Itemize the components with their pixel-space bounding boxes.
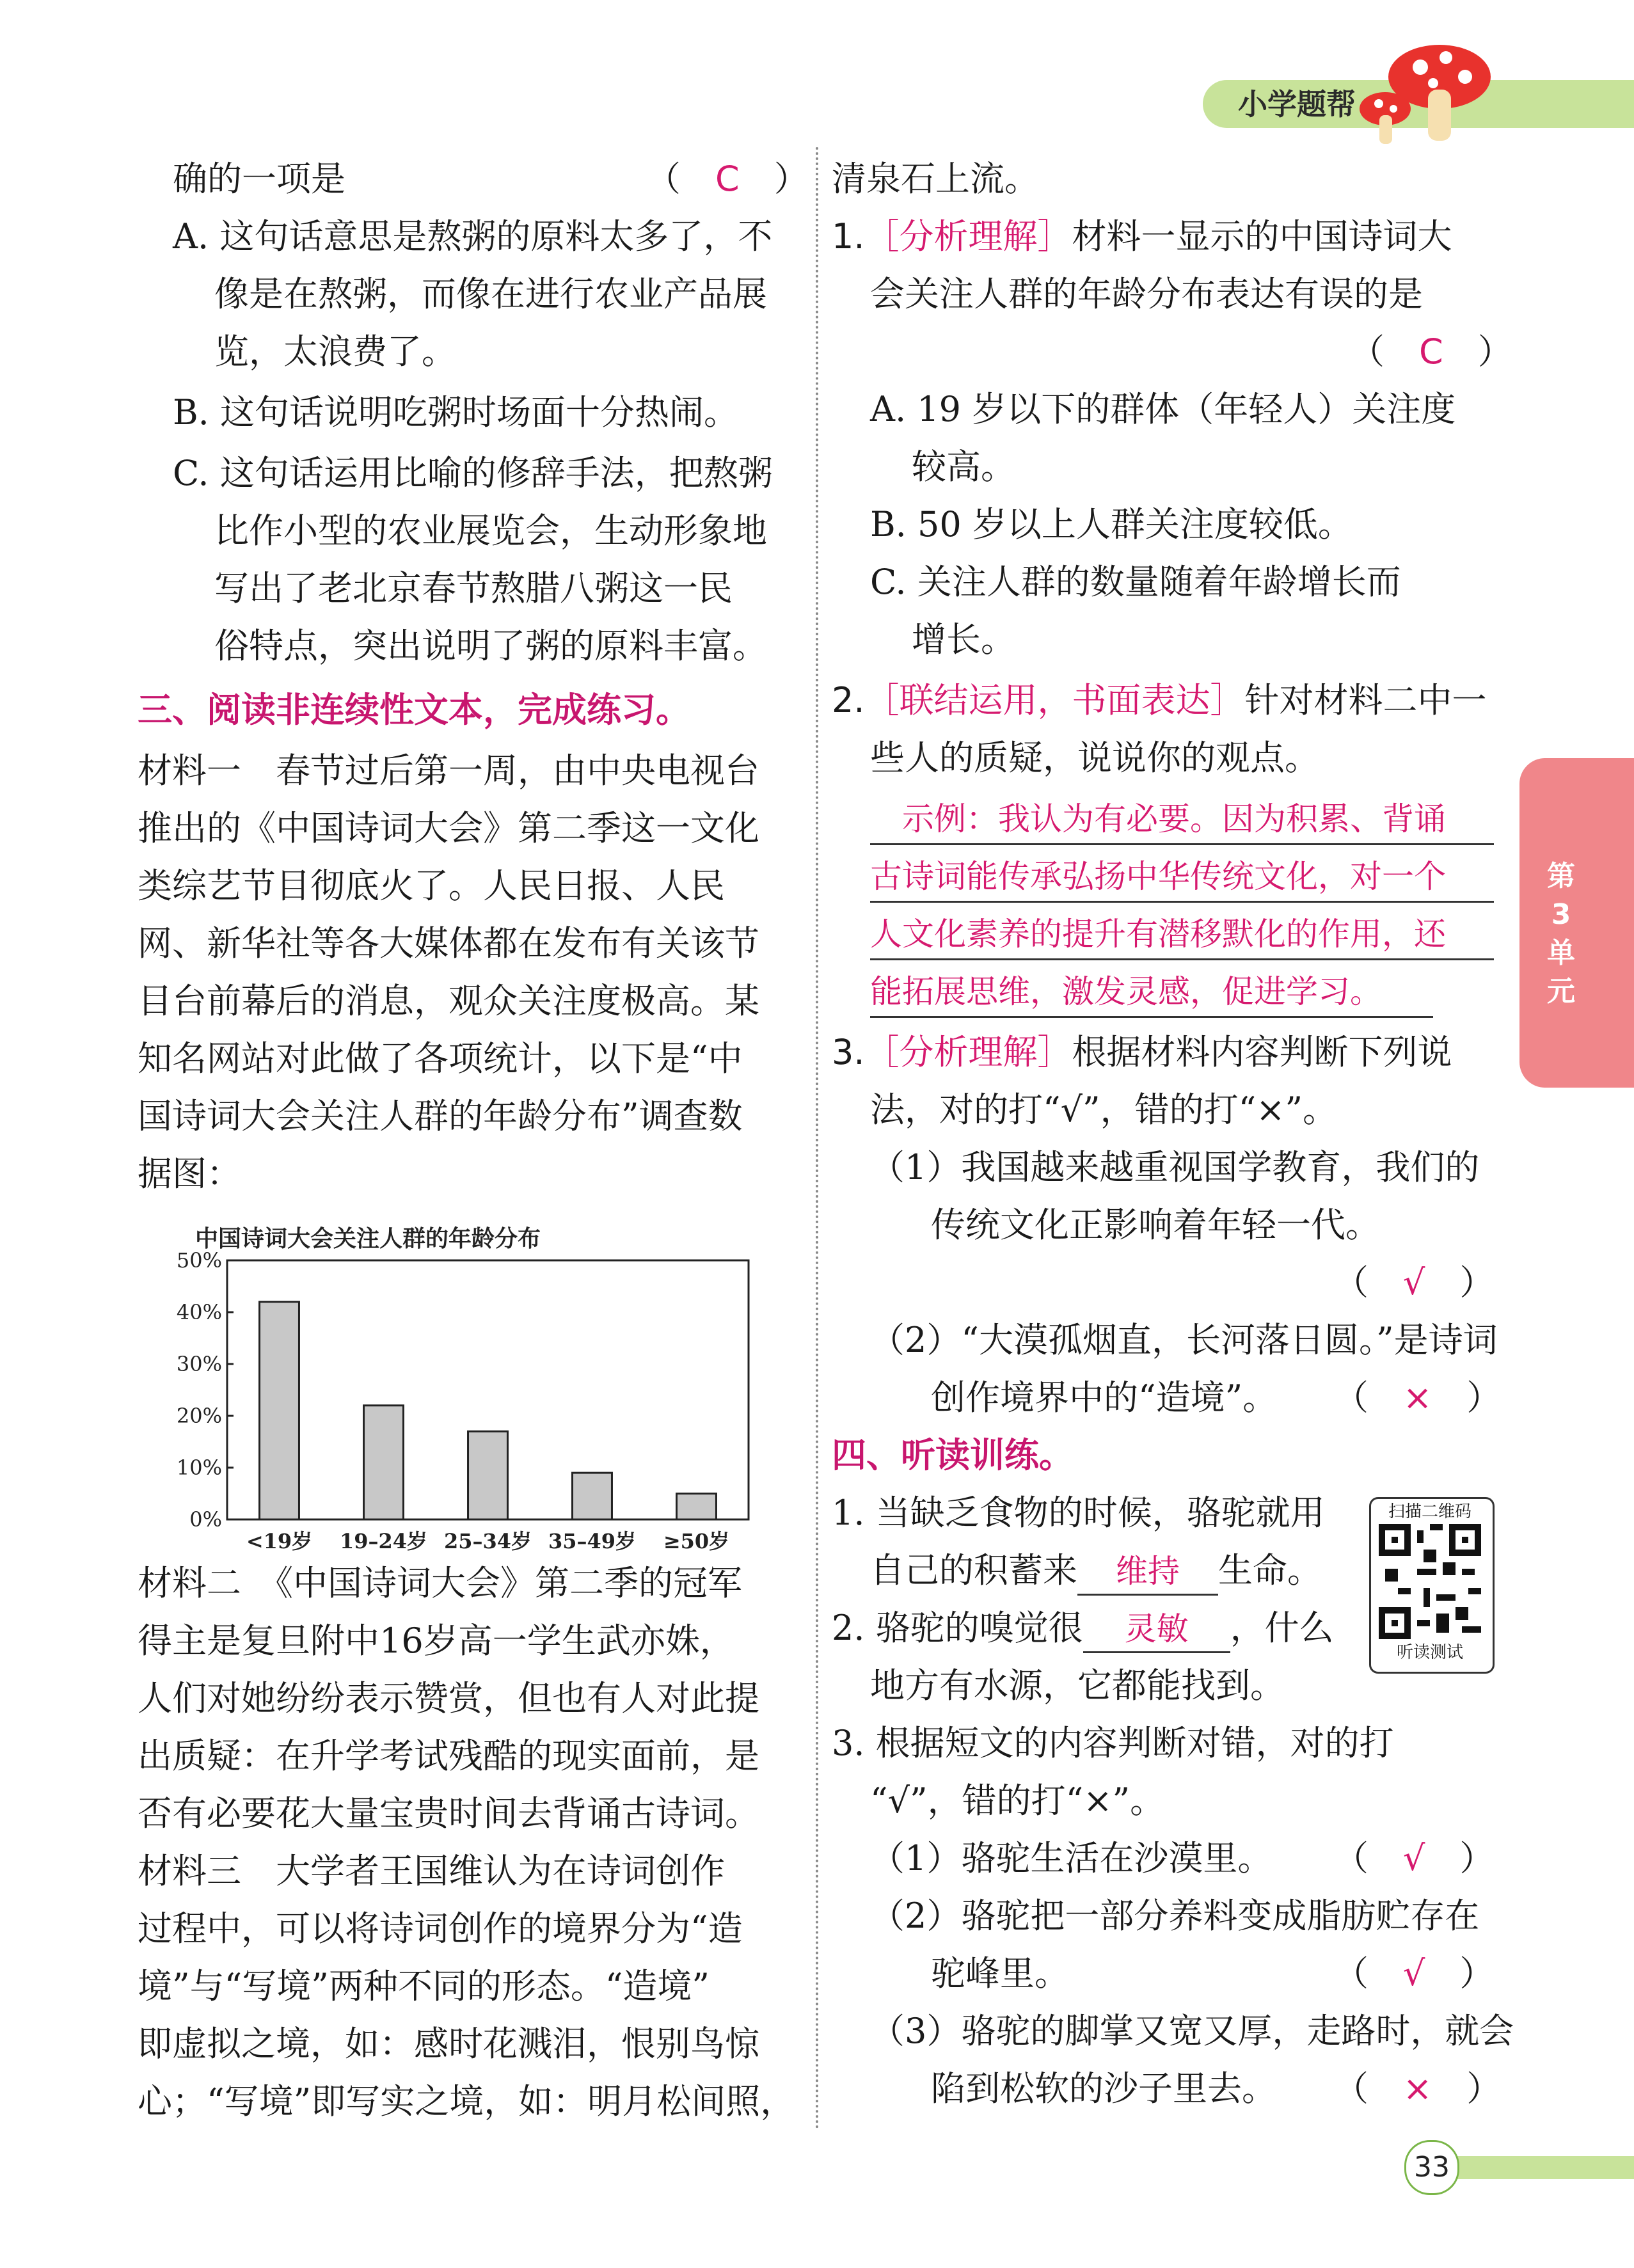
material-3: 材料三 大学者王国维认为在诗词创作: [138, 1851, 725, 1891]
material-1: 据图：: [138, 1154, 241, 1194]
x-tick-label: 25–34岁: [443, 1529, 532, 1553]
question-3: 3.［分析理解］根据材料内容判断下列说: [832, 1032, 1452, 1072]
option-a: A. 19 岁以下的群体（年轻人）关注度: [870, 389, 1456, 429]
mushroom-icon: [1356, 38, 1497, 147]
judgement-l2: 驼峰里。: [931, 1953, 1069, 1994]
listening-2: 2. 骆驼的嗅觉很 灵敏 ，什么: [832, 1606, 1334, 1653]
chart-title: 中国诗词大会关注人群的年龄分布: [194, 1226, 541, 1252]
judgement-1: （1）我国越来越重视国学教育，我们的: [870, 1147, 1480, 1187]
y-tick-label: 20%: [176, 1404, 222, 1428]
question-2: 些人的质疑，说说你的观点。: [870, 738, 1319, 778]
material-3: 境”与“写境”两种不同的形态。“造境”: [138, 1966, 710, 2006]
x-tick-label: ≥50岁: [663, 1529, 730, 1553]
material-3: 即虚拟之境，如：感时花溅泪，恨别鸟惊: [138, 2024, 759, 2064]
material-2: 人们对她纷纷表示赞赏，但也有人对此提: [138, 1678, 759, 1718]
qr-code-icon[interactable]: [1379, 1524, 1481, 1639]
qr-caption: 扫描二维码: [1388, 1502, 1471, 1521]
judgement-l2: （2）骆驼把一部分养料变成脂肪贮存在: [870, 1896, 1480, 1936]
age-distribution-chart: [157, 1222, 765, 1555]
y-tick-label: 10%: [176, 1455, 222, 1480]
bar: [677, 1494, 717, 1520]
answer-bracket: （ × ）: [1334, 1377, 1502, 1418]
judgement-l3: （3）骆驼的脚掌又宽又厚，走路时，就会: [870, 2011, 1514, 2051]
material-2: 否有必要花大量宝贵时间去背诵古诗词。: [138, 1793, 759, 1834]
header-label: 小学题帮: [1238, 87, 1356, 122]
material-2: 材料二 《中国诗词大会》第二季的冠军: [138, 1563, 742, 1603]
question-1: 1.［分析理解］材料一显示的中国诗词大: [832, 216, 1452, 257]
bar: [260, 1302, 299, 1519]
option-a: 览，太浪费了。: [214, 331, 456, 372]
page-number: 33: [1404, 2140, 1459, 2195]
answer-line: [870, 958, 1494, 960]
bar: [573, 1473, 612, 1519]
material-1: 网、新华社等各大媒体都在发布有关该节: [138, 923, 759, 964]
material-2: 得主是复旦附中16岁高一学生武亦姝，: [138, 1621, 734, 1661]
option-c: 写出了老北京春节熬腊八粥这一民: [214, 568, 733, 608]
judgement-2: （2）“大漠孤烟直，长河落日圆。”是诗词: [870, 1320, 1498, 1360]
option-c: 增长。: [912, 619, 1015, 660]
y-tick-label: 0%: [189, 1507, 222, 1532]
material-1: 国诗词大会关注人群的年龄分布”调查数: [138, 1096, 743, 1136]
listening-1: 自己的积蓄来 维持 生命。: [870, 1548, 1322, 1596]
x-tick-label: 19–24岁: [339, 1529, 428, 1553]
answer-line: [870, 901, 1494, 903]
option-c: 俗特点，突出说明了粥的原料丰富。: [214, 626, 767, 666]
listening-3: “√”，错的打“×”。: [870, 1780, 1165, 1821]
answer-bracket: （ C ）: [646, 159, 809, 199]
question-3: 法，对的打“√”，错的打“×”。: [870, 1090, 1338, 1130]
section-3-heading: 三、阅读非连续性文本，完成练习。: [138, 690, 690, 730]
option-b: B. 50 岁以上人群关注度较低。: [870, 504, 1352, 544]
handwritten-answer: 示例：我认为有必要。因为积累、背诵: [902, 800, 1446, 837]
y-tick-label: 40%: [176, 1300, 222, 1324]
listening-1: 1. 当缺乏食物的时候，骆驼就用: [832, 1493, 1325, 1533]
answer-bracket: （ C ）: [1350, 331, 1512, 372]
bar: [364, 1406, 404, 1519]
judgement-2: 创作境界中的“造境”。: [931, 1377, 1278, 1418]
material-1: 推出的《中国诗词大会》第二季这一文化: [138, 808, 759, 848]
material-1: 知名网站对此做了各项统计，以下是“中: [138, 1038, 743, 1079]
y-tick-label: 50%: [176, 1248, 222, 1273]
answer-bracket: （ √ ）: [1334, 1838, 1495, 1878]
question-2: 2.［联结运用，书面表达］针对材料二中一: [832, 680, 1487, 720]
handwritten-answer: 能拓展思维，激发灵感，促进学习。: [870, 973, 1382, 1010]
option-a: 像是在熬粥，而像在进行农业产品展: [214, 274, 767, 314]
fill-blank: 维持: [1077, 1549, 1218, 1596]
section-4-heading: 四、听读训练。: [832, 1435, 1074, 1475]
material-1: 目台前幕后的消息，观众关注度极高。某: [138, 981, 759, 1021]
question-1: 会关注人群的年龄分布表达有误的是: [870, 274, 1423, 314]
option-c: C. 这句话运用比喻的修辞手法，把熬粥: [173, 453, 773, 493]
x-tick-label: <19岁: [246, 1529, 313, 1553]
answer-line: [870, 843, 1494, 845]
material-3: 心；“写境”即写实之境，如：明月松间照，: [138, 2081, 795, 2121]
judgement-1: 传统文化正影响着年轻一代。: [931, 1205, 1380, 1245]
option-a: A. 这句话意思是熬粥的原料太多了，不: [173, 216, 773, 257]
answer-bracket: （ √ ）: [1334, 1262, 1495, 1303]
answer-bracket: （ √ ）: [1334, 1953, 1495, 1994]
fill-blank: 灵敏: [1083, 1606, 1230, 1653]
bar: [468, 1431, 508, 1519]
y-tick-label: 30%: [176, 1352, 222, 1376]
listening-3: 3. 根据短文的内容判断对错，对的打: [832, 1723, 1394, 1763]
footer-bar: [1446, 2156, 1634, 2179]
option-a: 较高。: [912, 447, 1015, 487]
judgement-l1: （1）骆驼生活在沙漠里。: [870, 1838, 1273, 1878]
judgement-l3: 陷到松软的沙子里去。: [931, 2068, 1276, 2109]
handwritten-answer: 人文化素养的提升有潜移默化的作用，还: [870, 916, 1446, 953]
option-c: 比作小型的农业展览会，生动形象地: [214, 511, 767, 551]
answer-line: [870, 1016, 1433, 1018]
option-b: B. 这句话说明吃粥时场面十分热闹。: [173, 392, 739, 432]
material-1: 材料一 春节过后第一周，由中央电视台: [138, 750, 759, 791]
option-c: C. 关注人群的数量随着年龄增长而: [870, 562, 1401, 602]
handwritten-answer: 古诗词能传承弘扬中华传统文化，对一个: [870, 858, 1446, 895]
material-1: 类综艺节目彻底火了。人民日报、人民: [138, 866, 725, 906]
continued-text: 清泉石上流。: [832, 159, 1039, 199]
material-3: 过程中，可以将诗词创作的境界分为“造: [138, 1908, 743, 1949]
listening-2: 地方有水源，它都能找到。: [870, 1665, 1285, 1706]
material-2: 出质疑：在升学考试残酷的现实面前，是: [138, 1736, 759, 1776]
unit-tab-label: 第 3 单 元: [1547, 860, 1575, 1008]
column-divider: [816, 147, 818, 2130]
answer-bracket: （ × ）: [1334, 2068, 1502, 2109]
qr-caption: 听读测试: [1396, 1643, 1463, 1662]
x-tick-label: 35–49岁: [548, 1529, 637, 1553]
question-intro: 确的一项是: [173, 159, 345, 199]
